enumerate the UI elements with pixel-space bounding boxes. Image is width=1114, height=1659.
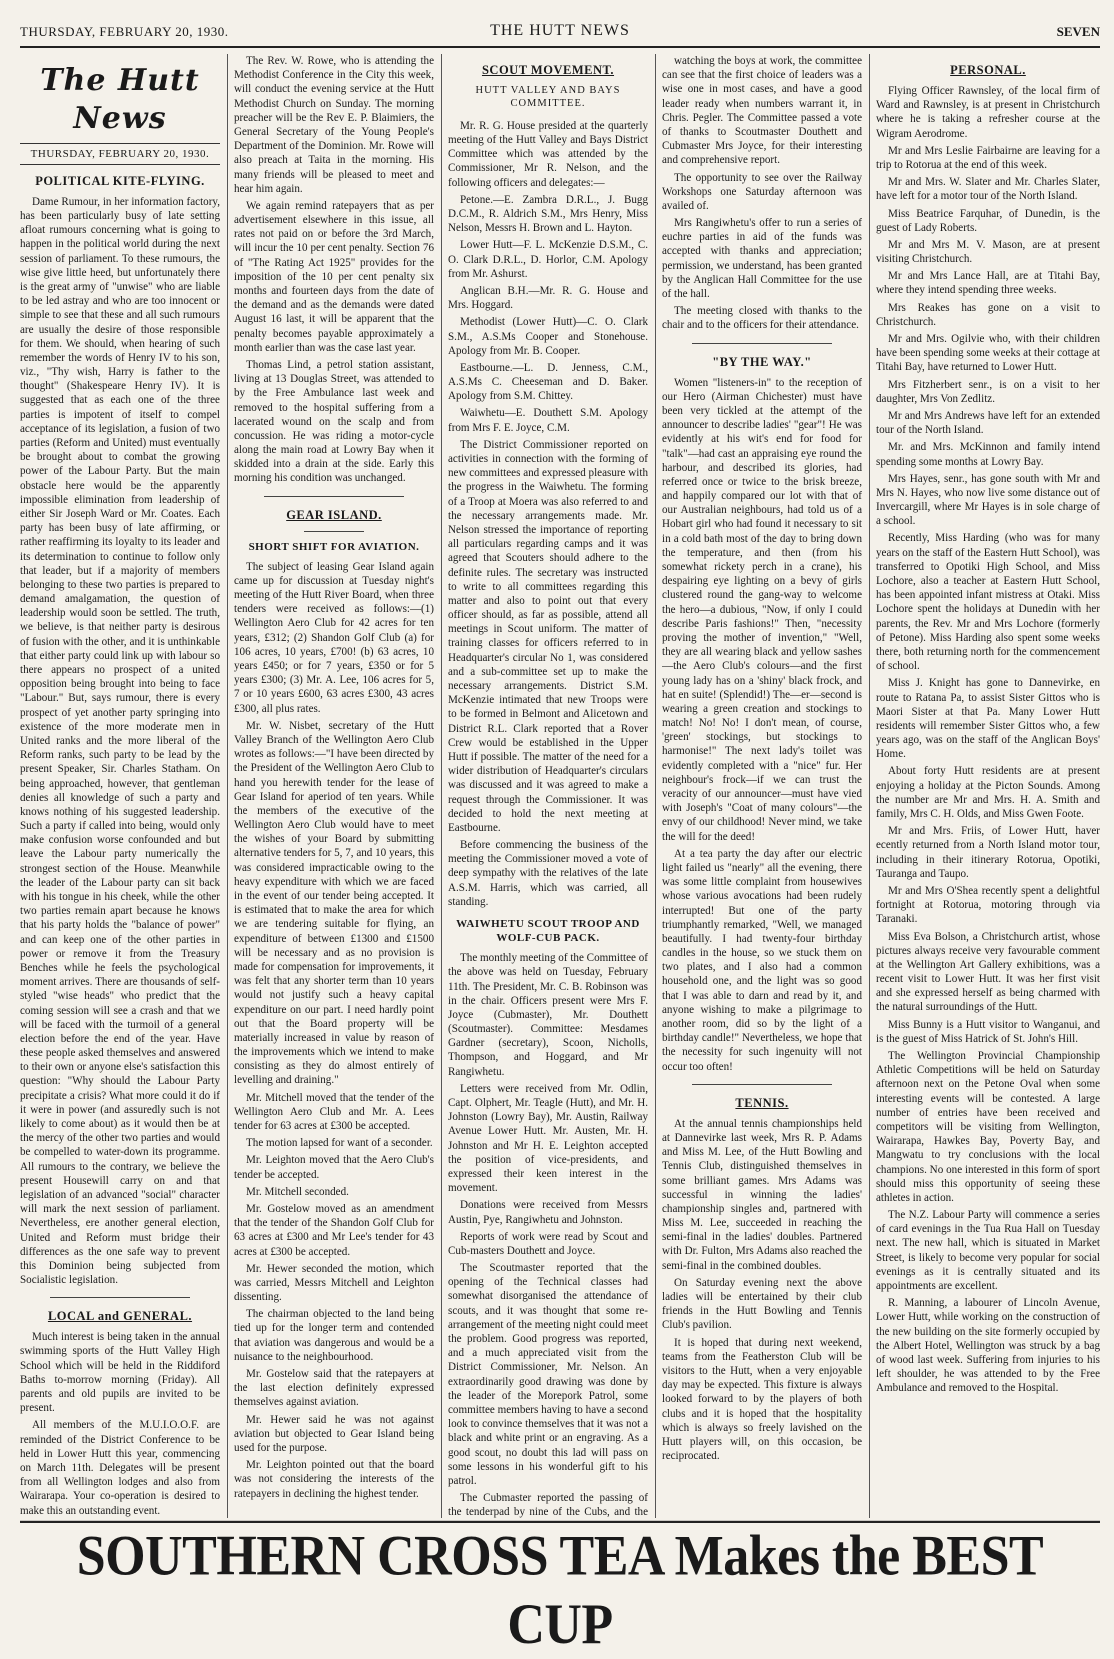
divider	[692, 343, 832, 344]
article-paragraph: Anglican B.H.—Mr. R. G. House and Mrs. Hoggard.	[448, 284, 648, 312]
article-paragraph: All members of the M.U.I.O.O.F. are reminded of the District Conference to be held in Lower Hutt this year, commencing on March 11th. Delegates will be present from all Wellington lodges and also from Wairarapa. Your co-operation is desired to make this an outstanding event.	[20, 1419, 220, 1517]
column-1	[20, 54, 220, 1518]
article-paragraph: Miss Bunny is a Hutt visitor to Wanganui, and is the guest of Miss Hatrick of St. John's Hill.	[876, 1018, 1100, 1045]
column-rule	[869, 54, 870, 1518]
column-rule	[227, 54, 228, 1518]
article-paragraph: The Cubmaster reported the passing of the tenderpad by nine of the Cubs, and the	[448, 1492, 648, 1518]
article-paragraph: Mr. Gostelow moved as an amendment that the tender of the Shandon Golf Club for 63 acres at £300 and Mr Lee's tender for 43 acres at £300 be accepted.	[234, 1202, 434, 1258]
article-paragraph: The subject of leasing Gear Island again came up for discussion at Tuesday night's meeting of the Hutt River Board, when three tenders were received as follows:—(1) Wellington Aero Club for 42 acres for ten years, £312; (2) Shandon Golf Club (a) for 106 acres, 10 years, £700! (b) 63 acres, 10 years £450; or for 7 years, £350 or for 5 years £300; (3) Mr. A. Lee, 106 acres for 5, 7 or 10 years £600, 63 acres £300, 43 acres £300, all plus rates.	[234, 560, 434, 715]
article-paragraph: Mr and Mrs. Friis, of Lower Hutt, haver ecently returned from a North Island motor tour, including in their itinerary Rotorua, Opotiki, Tauranga and Taupo.	[876, 825, 1100, 880]
article-paragraph: Donations were received from Messrs Austin, Pye, Rangiwhetu and Johnston.	[448, 1199, 648, 1226]
page-header	[20, 22, 1100, 42]
heading-local: LOCAL and GENERAL.	[47, 1309, 193, 1324]
article-paragraph: Miss J. Knight has gone to Dannevirke, en route to Ratana Pa, to assist Sister Gittos who is Maori Sister at that Pa. Many Lower Hutt residents will remember Sister Gittos who, a few years ago, was on the staff of the Anglican Boys' Home.	[876, 677, 1100, 761]
article-paragraph: Mr. Hewer seconded the motion, which was carried, Messrs Mitchell and Leighton dissenting.	[234, 1262, 434, 1304]
article-paragraph: Mr and Mrs Lance Hall, are at Titahi Bay, where they intend spending three weeks.	[876, 270, 1100, 297]
article-paragraph: Mr and Mrs. W. Slater and Mr. Charles Slater, have left for a motor tour of the North Island.	[876, 176, 1100, 203]
article-paragraph: At a tea party the day after our electric light failed us "nearly" all the evening, there was some little complaint from housewives whose various avocations had been rudely interrupted! But one of the party triumphantly remarked, "Well, we managed beautifully. I had twenty-four birthday candles in the house, so we stuck them on two plates, and I also had a common household one, and the light was so good that I was able to darn and read by it, and anyone wishing to make a pilgrimage to another room, did so by the light of a birthday candle!" Nevertheless, we hope that the necessity for such ingenuity will not occur too often!	[662, 847, 862, 1073]
article-paragraph: Women "listeners-in" to the reception of our Hero (Airman Chichester) must have been very tickled at the attempt of the announcer to describe ladies' "gear"! He was evidently at his wit's end for food for "talk"—had cast an appraising eye round the harbour, and described its glories, had referred once or twice to the brisk breeze, and happily compared our lot with that of our Australian neighbours, had told us of a Hobart girl who had found it necessary to sit in a cold bath most of the day to bring down the temperature, and then (from his somewhat rickety perch in a crane), his despairing eye lighting on a bevy of girls clustered round the gang-way to welcome the hero—a dubious, "Now, if only I could describe Paris fashions!" Then, "necessity proving the mother of invention," "Well, they are all wearing black and yellow sashes—the Aero Club's colours—and the first young lady has on a 'shiny' black frock, and hat en suite! (Splendid!) The—er—second is wearing a green creation and stockings to match! No! No! I don't mean, of course, 'green' stockings, but stockings to harmonise!" The next lady's toilet was evidently completed with a "nice" fur. Her neighbour's frock—if we can trust the veracity of our announcer—must have vied with Joseph's "Coat of many colours"—the envy of our childhood! Never mind, we take the will for the deed!	[662, 376, 862, 843]
article-paragraph: Mr. R. G. House presided at the quarterly meeting of the Hutt Valley and Bays District Committee which was attended by the Commissioner, Mr R. Nelson, and the following officers and delegates:—	[448, 119, 648, 189]
header-page-number: SEVEN	[1056, 24, 1100, 39]
article-paragraph: Mrs Fitzherbert senr., is on a visit to her daughter, Mrs Von Zedlitz.	[876, 378, 1100, 405]
article-paragraph: Mr and Mrs M. V. Mason, are at present visiting Christchurch.	[876, 238, 1100, 266]
article-paragraph: On Saturday evening next the above ladies will be entertained by their club friends in the Hutt Bowling and Tennis Club's pavilion.	[662, 1276, 862, 1332]
article-paragraph: We again remind ratepayers that as per advertisement elsewhere in this issue, all rates not paid on or before the 3rd March, will incur the 10 per cent penalty. Section 76 of "The Rating Act 1925" provides for the imposition of the 10 per cent penalty six months and fourteen days from the date of the demand and as the demands were dated August 16 last, it will be apparent that the penalty becomes payable approximately a month earlier than was the case last year.	[234, 199, 434, 354]
column-2	[234, 54, 434, 1518]
article-paragraph: Lower Hutt—F. L. McKenzie D.S.M., C. O. Clark D.R.L., D. Horlor, C.M. Apology from Mr. Ashurst.	[448, 239, 648, 280]
article-paragraph: The chairman objected to the land being tied up for the longer term and contended that aviation was dangerous and would be a nuisance to the neighbourhood.	[234, 1308, 434, 1363]
article-paragraph: Thomas Lind, a petrol station assistant, living at 13 Douglas Street, was attended to by the Free Ambulance last week and removed to the hospital suffering from a lacerated wound on the scalp and from concussion. He was riding a motor-cycle along the main road at Lowry Bay when it skidded into a drain at the side. Early this morning his condition was unchanged.	[234, 358, 434, 485]
advertisement-banner: SOUTHERN CROSS TEA Makes the BEST CUP	[20, 1521, 1100, 1591]
article-paragraph: R. Manning, a labourer of Lincoln Avenue, Lower Hutt, while working on the construction of the new building on the site formerly occupied by the Albert Hotel, Wellington was struck by a bag of wood last week. Suffering from injuries to his left shoulder, he was attended to by the Free Ambulance and removed to the Hospital.	[876, 1297, 1100, 1395]
article-paragraph: Recently, Miss Harding (who was for many years on the staff of the Eastern Hutt School), was transferred to Opotiki High School, and Miss Lochore, also a teacher at Eastern Hutt School, has been appointed infant mistress at Otaki. Miss Lochore spent the holidays at Dunedin with her parents, the Rev. Mr and Mrs Lochore (formerly of Petone). Miss Harding also spent some weeks there, both returning north for the commencement of school.	[876, 532, 1100, 673]
heading-scout-movement: SCOUT MOVEMENT.	[481, 63, 615, 77]
article-paragraph: Mr and Mrs Leslie Fairbairne are leaving for a trip to Rotorua at the end of this week.	[876, 144, 1100, 171]
article-paragraph: Mr and Mrs O'Shea recently spent a delightful fortnight at Rotorua, motoring through via Taranaki.	[876, 884, 1100, 926]
column-rule	[655, 54, 656, 1518]
article-paragraph: Mr and Mrs. Ogilvie who, with their children have been spending some weeks at their cottage at Titahi Bay, have returned to Lower Hutt.	[876, 333, 1100, 374]
article-paragraph: Mr. Leighton pointed out that the board was not considering the interests of the ratepayers in declining the highest tender.	[234, 1459, 434, 1500]
article-paragraph: Miss Eva Bolson, a Christchurch artist, whose pictures always receive very favourable comment at the Wellington Art Gallery exhibitions, was a recent visit to Lower Hutt. It was her first visit and she expressed herself as being charmed with the natural surroundings of the Hutt.	[876, 930, 1100, 1014]
heading-tennis: TENNIS.	[735, 1095, 789, 1110]
article-paragraph: At the annual tennis championships held at Dannevirke last week, Mrs R. P. Adams and Miss M. Lee, of the Hutt Bowling and Tennis Club, distinguished themselves in some brilliant games. Mrs Adams was successful in winning the ladies' championship singles and, partnered with Miss M. Lee, succeeded in reaching the semi-final in the ladies' doubles. Partnered with Dr. Fulton, Mrs Adams also reached the semi-final in the combined doubles.	[662, 1117, 862, 1272]
article-paragraph: Eastbourne.—L. D. Jenness, C.M., A.S.Ms C. Cheeseman and D. Baker. Apology from S.M. Chittey.	[448, 361, 648, 403]
column-rule	[441, 54, 442, 1518]
article-paragraph: Mr. Gostelow said that the ratepayers at the last election definitely expressed themselves against aviation.	[234, 1368, 434, 1409]
divider	[304, 531, 364, 532]
article-paragraph: watching the boys at work, the committee can see that the first choice of leaders was a wise one in most cases, and have a good leader ready when numbers warrant it, in Chris. Pegler. The Committee passed a vote of thanks to Scoutmaster Douthett and Cubmaster Mrs Joyce, for their interesting and comprehensive report.	[662, 55, 862, 167]
article-paragraph: Dame Rumour, in her information factory, has been particularly busy of late setting afloat rumours concerning what is going to happen in the political world during the next session of parliament. To these rumours, the wise give little heed, but unfortunately there is the great army of "unwise" who are liable to be led astray and who are too innocent or simple to see that these and all such rumours are usually the desire of those responsible for them. We should, when hearing of such remember the words of Henry IV to his son, viz., "Thy wish, Harry is father to the thought" (Shakespeare Henry IV). It is suggested that as each one of the three parties is impotent of itself to compel acceptance of its legislation, a fusion of two parties (Reform and United) must eventually be brought about to combat the growing power of the Labour Party. But the main obstacle here would be the apparently impossible elimination from leadership of either Sir Joseph Ward or Mr. Coates. Each party has been busy of late affirming, or rather reaffirming its loyalty to its leader and its determination to continue to follow only that leader, but if a majority of members belonging to these two parties is prepared to demand amalgamation, the question of leadership would soon be settled. The truth, we believe, is that neither party is desirous of fusion with the other, and it is unthinkable that either party could link up with labour so there appears no prospect of a united opposition being brought into being to face "Labour." But, says rumour, there is every prospect of yet another party springing into existence of the more moderate men in United ranks and the more liberal of the Reform ranks, such party to be lead by the present Speaker, Sir. Charles Statham. On being approached, however, that gentleman denies all knowledge of such a party and knows nothing of his suggested leadership. Such a party if called into being, would only make confusion worse confounded and but leave the Labour party numerically the strongest section of the House. Meanwhile the leader of the Labour party can sit back with his tongue in his cheek, while the other two parties remain apart because he knows that his party holds the "balance of power" and can keep one of the other parties in power or remove it from the Treasury Benches while he feels the psychological moment arrives. There are thousands of self-styled "wise heads" who predict that the coming session will see a crash and that we will be faced with the turmoil of a general election before the end of the year. Have these people asked themselves and answered to their own or anyone else's satisfaction this question: "Why should the Labour Party precipitate a crisis? What more could it do if it were in power (and assuredly such is not likely to come about) as it would then be at the mercy of the other two parties and would be compelled to water-down its programme. All rumours to the contrary, we believe the present Housewill carry on and that legislation of an advanced "social" character will mark the next session of parliament. Nevertheless, ere another general election, United and Reform must bridge their differences as the one safe way to prevent this Dominion being subjected from Socialistic legislation.	[20, 195, 220, 1287]
article-paragraph: The N.Z. Labour Party will commence a series of card evenings in the Tua Rua Hall on Tuesday next. The new hall, which is situated in Market Street, is likely to become very popular for social evenings as it is centrally situated and its appointments are excellent.	[876, 1209, 1100, 1292]
divider	[692, 1084, 832, 1085]
article-paragraph: Before commencing the business of the meeting the Commissioner moved a vote of deep sympathy with the relatives of the late A.S.M. Harris, which was carried, all standing.	[448, 839, 648, 908]
article-paragraph: Reports of work were read by Scout and Cub-masters Douthett and Joyce.	[448, 1230, 648, 1257]
article-paragraph: Mr. W. Nisbet, secretary of the Hutt Valley Branch of the Wellington Aero Club wrotes as follows:—"I have been directed by the President of the Wellington Aero Club to hand you herewith tender for the lease of Gear Island for aperiod of ten years. While the members of the executive of the Wellington Aero Club would have to meet the wishes of your Board by submitting alternative tenders for 5, 7, and 10 years, this was considered impracticable owing to the heavy expenditure with which we are faced in the event of our tender being accepted. It is estimated that to make the area for which we are tendering suitable for flying, an expenditure of between £1300 and £1500 will be necessary and as no provision is made for compensation for improvements, it was felt that any shorter term than 10 years would not justify such a heavy capital expenditure on our part. I need hardly point out that the Board property will be materially increased in value by reason of the improvements which we intend to make consisting as they do almost entirely of levelling and draining."	[234, 719, 434, 1087]
article-paragraph: Mr and Mrs Andrews have left for an extended tour of the North Island.	[876, 409, 1100, 437]
header-rule	[20, 46, 1100, 48]
article-paragraph: The District Commissioner reported on activities in connection with the forming of new committees and expressed pleasure with the progress in the Waiwhetu. The forming of a Troop at Moera was also referred to and the necessary arrangements made. Mr. Nelson stressed the importance of reporting all particulars regarding camps and it was agreed that Scouters should adhere to the definite rules. The secretary was instructed to write to all committees regarding this matter and also to point out that every officer should, as far as possible, attend all meetings in Scout uniform. The matter of training classes for officers referred to in Headquarter's circular No 1, was considered and a sub-committee set up to make the necessary arrangements. District S.M. McKenzie intimated that new Troops were to be formed in Belmont and Alicetown and District R.L. Clark reported that a Rover Crew would be established in the Upper Hutt if possible. The matter of the need for a wider distribution of Headquarter's circulars was discussed and it was agreed to make a request through the Commissioner. It was decided to hold the next meeting at Eastbourne.	[448, 438, 648, 834]
article-paragraph: Mrs Reakes has gone on a visit to Christchurch.	[876, 301, 1100, 328]
article-paragraph: The Scoutmaster reported that the opening of the Technical classes had somewhat disorganised the attendance of scouts, and it was thought that some re-arrangement of the meeting night could meet the problem. Good progress was reported, and a much appreciated visit from the District Commissioner, Mr. Nelson. An extraordinarily good drawing was done by the leader of the Morepork Patrol, some committee members having to have a second look to convince themselves that it was not a black and white print or an engraving. As a good scout, no doubt this lad will pass on some lessons in his wonderful gift to his patrol.	[448, 1262, 648, 1487]
article-paragraph: Mr. and Mrs. McKinnon and family intend spending some months at Lowry Bay.	[876, 441, 1100, 468]
header-paper-name: THE HUTT NEWS	[490, 22, 630, 39]
article-paragraph: Petone.—E. Zambra D.R.L., J. Bugg D.C.M., R. Aldrich S.M., Mrs Henry, Miss Nelson, Messrs H. Brown and L. Hayton.	[448, 193, 648, 235]
article-paragraph: About forty Hutt residents are at present enjoying a holiday at the Picton Sounds. Among the number are Mr and Mrs. H. A. Smith and family, Mrs C. H. Olds, and Miss Gwen Foote.	[876, 765, 1100, 820]
article-paragraph: The opportunity to see over the Railway Workshops one Saturday afternoon was availed of.	[662, 171, 862, 212]
article-paragraph: The monthly meeting of the Committee of the above was held on Tuesday, February 11th. The President, Mr. C. B. Robinson was in the chair. Officers present were Mrs F. Joyce (Cubmaster), Mr. Douthett (Scoutmaster). Committee: Mesdames Gardner (secretary), Scoon, Nicholls, Thompson, and Hoggard, and Mr Rangiwhetu.	[448, 952, 648, 1078]
header-date: THURSDAY, FEBRUARY 20, 1930.	[20, 24, 229, 39]
article-paragraph: Letters were received from Mr. Odlin, Capt. Olphert, Mr. Teagle (Hutt), and Mr. H. Johnston (Lowry Bay), Mr. Austin, Railway Avenue Lower Hutt. Mr. Austen, Mr. H. Johnston and Mr H. E. Leighton accepted the position of vice-presidents, and expressed their keen interest in the movement.	[448, 1082, 648, 1195]
divider	[264, 496, 404, 497]
article-paragraph: Mrs Rangiwhetu's offer to run a series of euchre parties in aid of the funds was accepted with thanks and appreciation; permission, we understand, has been granted by the Anglican Hall Committee for the use of the hall.	[662, 217, 862, 300]
article-paragraph: The Wellington Provincial Championship Athletic Competitions will be held on Saturday afternoon next on the Petone Oval when some interesting events will be contested. A large number of entries have been received and competitors will be visiting from Wellington, Wairarapa, Hawkes Bay, Poverty Bay, and Mangwatu to try conclusions with the local champions. No one interested in this form of sport should miss this opportunity of seeing these athletes in action.	[876, 1050, 1100, 1204]
article-paragraph: Methodist (Lower Hutt)—C. O. Clark S.M., A.S.Ms Cooper and Stonehouse. Apology from Mr. B. Cooper.	[448, 316, 648, 357]
subheading-gear-island: SHORT SHIFT FOR AVIATION.	[248, 540, 420, 553]
column-5	[876, 54, 1100, 1518]
heading-by-the-way: "BY THE WAY."	[712, 354, 812, 369]
article-paragraph: Mr. Leighton moved that the Aero Club's tender be accepted.	[234, 1154, 434, 1181]
heading-waiwhetu: WAIWHETU SCOUT TROOP AND WOLF-CUB PACK.	[456, 918, 640, 945]
subheading-scout: HUTT VALLEY AND BAYS COMMITTEE.	[475, 85, 621, 110]
heading-gear-island: GEAR ISLAND.	[286, 507, 382, 522]
masthead-dateline: THURSDAY, FEBRUARY 20, 1930.	[20, 143, 220, 165]
article-paragraph: Mr. Hewer said he was not against aviation but objected to Gear Island being used for the purpose.	[234, 1413, 434, 1454]
article-paragraph: Mrs Hayes, senr., has gone south with Mr and Mrs N. Hayes, who now live some distance out of Invercargill, where Mr Hayes is in sole charge of a school.	[876, 472, 1100, 528]
divider	[50, 1297, 190, 1298]
article-paragraph: Mr. Mitchell moved that the tender of the Wellington Aero Club and Mr. A. Lees tender for 63 acres at £300 be accepted.	[234, 1091, 434, 1133]
article-paragraph: The Rev. W. Rowe, who is attending the Methodist Conference in the City this week, will conduct the evening service at the Hutt Methodist Church on Sunday. The morning preacher will be the Rev E. P. Blaimiers, the General Secretary of the Young People's Department of the Dominion. Mr. Rowe will also preach at Taita in the morning. His many friends will be pleased to meet and hear him again.	[234, 55, 434, 195]
article-paragraph: Mr. Mitchell seconded.	[246, 1185, 349, 1198]
column-3	[448, 54, 648, 1518]
article-paragraph: Much interest is being taken in the annual swimming sports of the Hutt Valley High School which will be held in the Riddiford Baths to-morrow morning (Friday). All parents and old pupils are invited to be present.	[20, 1331, 220, 1415]
article-paragraph: Waiwhetu—E. Douthett S.M. Apology from Mrs F. E. Joyce, C.M.	[448, 407, 648, 434]
heading-personal: PERSONAL.	[950, 63, 1026, 77]
article-paragraph: The motion lapsed for want of a seconder.	[246, 1137, 433, 1150]
article-paragraph: Flying Officer Rawnsley, of the local firm of Ward and Rawnsley, is at present in Christchurch where he is taking a refresher course at the Wigram Aerodrome.	[876, 85, 1100, 140]
masthead: The Hutt News	[40, 63, 200, 137]
article-paragraph: The meeting closed with thanks to the chair and to the officers for their attendance.	[662, 305, 862, 332]
article-paragraph: It is hoped that during next weekend, teams from the Featherston Club will be visitors to the Hutt, when a very enjoyable day may be expected. This fixture is always looked forward to by the players of both clubs and it is hoped that the hospitality which is always so freely lavished on the Hutt players will, on this occasion, be reciprocated.	[662, 1336, 862, 1463]
column-4	[662, 54, 862, 1518]
article-paragraph: Miss Beatrice Farquhar, of Dunedin, is the guest of Lady Roberts.	[876, 207, 1100, 234]
heading-political: POLITICAL KITE-FLYING.	[35, 173, 205, 188]
